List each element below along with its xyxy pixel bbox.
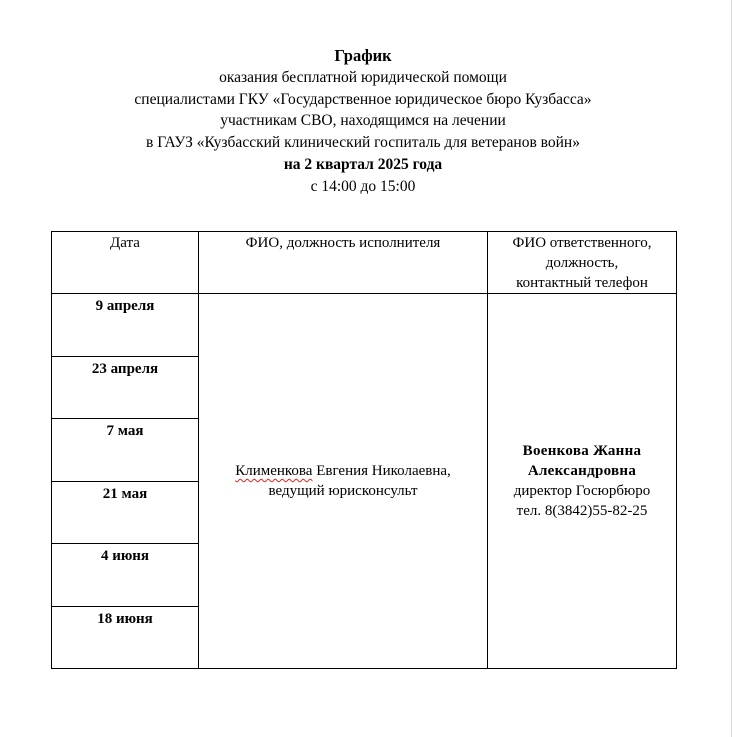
schedule-table <box>51 231 677 669</box>
responsible-phone: тел. 8(3842)55-82-25 <box>516 503 648 519</box>
date-cell: 18 июня <box>52 606 199 669</box>
header-line-2: специалистами ГКУ «Государственное юридическое бюро Кузбасса» <box>134 90 592 108</box>
executor-position: ведущий юрисконсульт <box>268 483 418 499</box>
table-header-row <box>52 232 677 294</box>
responsible-name-line-1: Военкова Жанна <box>522 443 642 459</box>
responsible-position: директор Госюрбюро <box>513 483 651 499</box>
document-header <box>0 45 726 198</box>
column-header-responsible <box>488 232 677 294</box>
executor-name <box>203 461 483 481</box>
header-time: с 14:00 до 15:00 <box>310 177 416 195</box>
table-row <box>52 294 677 357</box>
responsible-cell <box>488 294 677 669</box>
date-cell: 23 апреля <box>52 356 199 419</box>
executor-cell <box>199 294 488 669</box>
column-header-responsible-line: должность, <box>545 255 619 271</box>
executor-given-names: Евгения Николаевна, <box>312 463 451 479</box>
header-line-3: участникам СВО, находящимся на лечении <box>220 112 506 130</box>
column-header-responsible-line: контактный телефон <box>516 275 648 291</box>
executor-surname: Клименкова <box>235 463 313 479</box>
date-cell: 4 июня <box>52 544 199 607</box>
date-cell: 9 апреля <box>52 294 199 357</box>
document-title: График <box>334 46 392 65</box>
column-header-executor: ФИО, должность исполнителя <box>199 232 488 294</box>
header-period: на 2 квартал 2025 года <box>283 155 443 173</box>
date-cell: 21 мая <box>52 481 199 544</box>
column-header-date: Дата <box>52 232 199 294</box>
header-line-4: в ГАУЗ «Кузбасский клинический госпиталь для ветеранов войн» <box>146 134 580 152</box>
header-line-1: оказания бесплатной юридической помощи <box>219 68 507 86</box>
column-header-responsible-line: ФИО ответственного, <box>512 235 652 251</box>
responsible-name-line-2: Александровна <box>527 463 637 479</box>
date-cell: 7 мая <box>52 419 199 482</box>
